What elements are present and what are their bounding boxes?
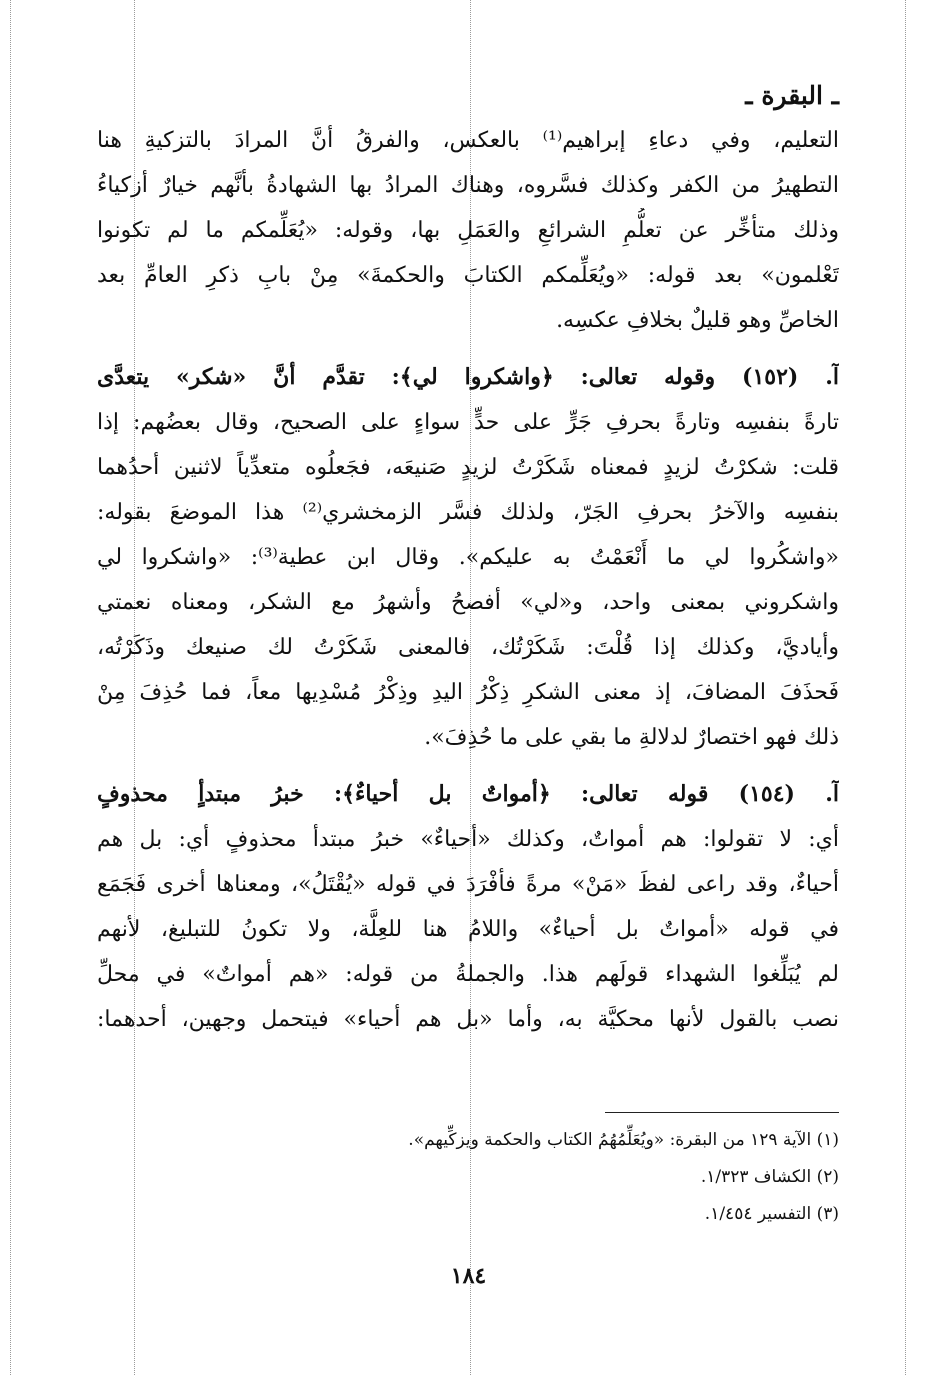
- text-line: وذلك متأخِّر عن تعلُّمِ الشرائعِ والعَمَلِ بها، وقوله: «يُعَلِّمكم ما لم تكونوا: [97, 218, 839, 243]
- text-line: أي: لا تقولوا: هم أمواتٌ، وكذلك «أحياءٌ» خبرُ مبتدأ محذوفٍ أي: بل هم: [97, 827, 839, 852]
- text-line: بنفسِه والآخرُ بحرفِ الجَرّ، ولذلك فسَّر الزمخشري⁽²⁾ هذا الموضعَ بقوله:: [97, 500, 839, 525]
- footnote: (٣) التفسير ١/٤٥٤.: [704, 1204, 839, 1224]
- text-line: واشكروني بمعنى واحد، و«لي» أفصحُ وأشهرُ مع الشكر، ومعناه نعمتي: [97, 590, 839, 615]
- verse-heading-line: آ. (١٥٤) قوله تعالى: ﴿أمواتٌ بل أحياءٌ﴾: خبرُ مبتدأٍ محذوفٍ: [97, 781, 839, 807]
- text-line: لم يُبَلِّغوا الشهداء قولَهم هذا. والجملةُ من قوله: «هم أمواتٌ» في محلِّ: [97, 962, 839, 987]
- text-line: وأياديَّ، وكذلك إذا قُلْتَ: شَكَرْتُك، فالمعنى شَكَرْتُ لك صنيعك وذَكَرْتُه،: [97, 635, 839, 660]
- scan-edge-mark: [905, 0, 906, 1375]
- scan-edge-mark: [10, 0, 11, 1375]
- footnote-divider: [605, 1112, 839, 1113]
- text-line: التطهيرُ من الكفر وكذلك فسَّروه، وهناك المرادُ بها الشهادةُ بأنَّهم خيارٌ أزكياءُ: [97, 173, 839, 198]
- text-line: قلت: شكرْتُ لزيدٍ فمعناه شَكَرْتُ لزيدٍ صَنيعَه، فجَعلُوه متعدِّياً لاثنين أحدُهما: [97, 455, 839, 480]
- footnotes: [97, 1122, 839, 1233]
- verse-heading-line: آ. (١٥٢) وقوله تعالى: ﴿واشكروا لي﴾: تقدَّم أنَّ «شكر» يتعدَّى: [97, 364, 839, 390]
- text-line: ذلك فهو اختصارٌ لدلالةِ ما بقي على ما حُذِفَ».: [424, 725, 839, 750]
- paragraph-gap: [97, 343, 839, 355]
- text-line: الخاصِّ وهو قليلٌ بخلافِ عكسِه.: [556, 308, 839, 333]
- text-line: تَعْلمون» بعد قوله: «ويُعَلِّمكم الكتابَ والحكمةَ» مِنْ بابِ ذكرِ العامِّ بعد: [97, 263, 839, 288]
- text-line: نصب بالقول لأنها محكيَّة به، وأما «بل هم أحياء» فيتحمل وجهين، أحدهما:: [97, 1007, 839, 1032]
- paragraph-gap: [97, 760, 839, 772]
- footnote: (١) الآية ١٢٩ من البقرة: «ويُعَلِّمُهُمُ الكتاب والحكمة ويزكِّيهم».: [408, 1130, 839, 1150]
- text-line: «واشكُروا لي ما أَنْعَمْتُ به عليكم». وقال ابن عطية⁽³⁾: «واشكروا لي: [97, 545, 839, 570]
- text-line: التعليم، وفي دعاءِ إبراهيم⁽¹⁾ بالعكس، والفرقُ أنَّ المرادَ بالتزكيةِ هنا: [97, 128, 839, 153]
- running-header: ـ البقرة ـ: [745, 81, 839, 110]
- main-text: [97, 118, 839, 1042]
- text-line: فَحذَفَ المضافَ، إذ معنى الشكرِ ذِكْرُ اليدِ وذِكْرُ مُسْدِيها معاً، فما حُذِفَ مِنْ: [97, 680, 839, 705]
- text-line: أحياءٌ، وقد راعى لفظَ «مَنْ» مرةً فأفْرَدَ في قوله «يُقْتَلُ»، ومعناها أخرى فَجَمَع: [97, 872, 839, 897]
- footnote: (٢) الكشاف ١/٣٢٣.: [700, 1167, 839, 1187]
- text-line: في قوله «أمواتٌ بل أحياءٌ» واللامُ هنا للعِلَّة، ولا تكونُ للتبليغ، لأنهم: [97, 917, 839, 942]
- page-number: ١٨٤: [450, 1263, 487, 1289]
- text-line: تارةً بنفسِه وتارةً بحرفِ جَرٍّ على حدٍّ سواءٍ على الصحيح، وقال بعضُهم: إذا: [97, 410, 839, 435]
